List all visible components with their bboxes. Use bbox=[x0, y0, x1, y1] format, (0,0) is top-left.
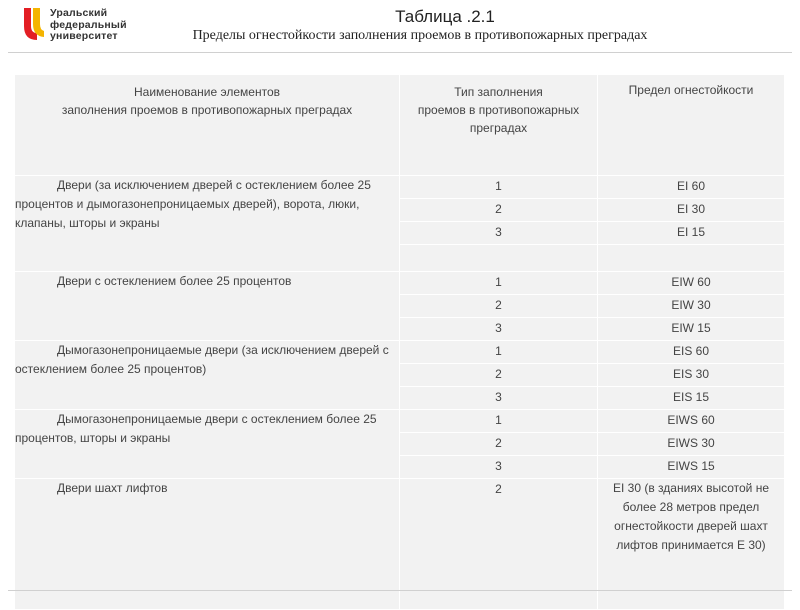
limit-cell: EIS 30 bbox=[598, 364, 785, 387]
type-cell: 1 bbox=[400, 341, 598, 364]
header-divider bbox=[8, 52, 792, 53]
limit-cell: EI 60 bbox=[598, 176, 785, 199]
column-header-name-line-1: Наименование элементов bbox=[133, 85, 280, 99]
column-header-name-line-2: заполнения проемов в противопожарных преградах bbox=[61, 103, 353, 117]
type-cell: 1 bbox=[400, 410, 598, 433]
type-cell: 3 bbox=[400, 387, 598, 410]
fire-resistance-table bbox=[14, 74, 784, 610]
group-name-cell bbox=[15, 410, 400, 479]
limit-cell: EIS 60 bbox=[598, 341, 785, 364]
type-cell: 3 bbox=[400, 222, 598, 245]
type-cell: 2 bbox=[400, 295, 598, 318]
column-header-type-line-3: преградах bbox=[469, 121, 528, 135]
type-cell: 2 bbox=[400, 199, 598, 222]
group-name: Дымогазонепроницаемые двери с остеклением более 25 процентов, шторы и экраны bbox=[15, 412, 377, 445]
limit-cell: EIWS 30 bbox=[598, 433, 785, 456]
group-name-cell bbox=[15, 272, 400, 341]
column-header-limit: Предел огнестойкости bbox=[598, 75, 785, 176]
limit-cell: EIW 30 bbox=[598, 295, 785, 318]
empty-cell bbox=[598, 245, 785, 272]
table-row bbox=[15, 272, 785, 295]
limit-cell: EI 30 bbox=[598, 199, 785, 222]
type-cell: 2 bbox=[400, 364, 598, 387]
type-cell: 2 bbox=[400, 479, 598, 610]
table-header-row bbox=[15, 75, 785, 176]
limit-cell: EIWS 15 bbox=[598, 456, 785, 479]
logo-line-1: Уральский bbox=[50, 7, 108, 19]
group-name: Двери (за исключением дверей с остеклением более 25 процентов и дымогазонепроницаемых дверей), ворота, люки, клапаны, шторы и экраны bbox=[15, 178, 371, 230]
type-cell: 1 bbox=[400, 176, 598, 199]
footer-divider bbox=[8, 590, 792, 591]
empty-cell bbox=[400, 245, 598, 272]
column-header-type-line-2: проемов в противопожарных bbox=[417, 103, 580, 117]
limit-cell: EI 15 bbox=[598, 222, 785, 245]
logo-line-3: университет bbox=[50, 30, 118, 42]
table-row bbox=[15, 176, 785, 199]
type-cell: 1 bbox=[400, 272, 598, 295]
group-name-cell bbox=[15, 176, 400, 272]
limit-cell: EI 30 (в зданиях высотой не более 28 метров предел огнестойкости дверей шахт лифтов принимается E 30) bbox=[598, 479, 785, 610]
type-cell: 2 bbox=[400, 433, 598, 456]
table-caption: Пределы огнестойкости заполнения проемов в противопожарных преградах bbox=[192, 28, 648, 43]
group-name: Дымогазонепроницаемые двери (за исключением дверей с остеклением более 25 процентов) bbox=[15, 343, 389, 376]
limit-cell: EIWS 60 bbox=[598, 410, 785, 433]
limit-cell: EIS 15 bbox=[598, 387, 785, 410]
limit-cell: EIW 60 bbox=[598, 272, 785, 295]
group-name: Двери с остеклением более 25 процентов bbox=[57, 274, 292, 288]
group-name: Двери шахт лифтов bbox=[57, 481, 168, 495]
type-cell: 3 bbox=[400, 456, 598, 479]
type-cell: 3 bbox=[400, 318, 598, 341]
table-number: Таблица .2.1 bbox=[395, 7, 495, 26]
column-header-name bbox=[15, 75, 400, 176]
logo-line-2: федеральный bbox=[50, 18, 127, 31]
limit-cell: EIW 15 bbox=[598, 318, 785, 341]
column-header-type bbox=[400, 75, 598, 176]
column-header-type-line-1: Тип заполнения bbox=[454, 85, 543, 99]
table-row bbox=[15, 341, 785, 364]
table-row bbox=[15, 410, 785, 433]
group-name-cell bbox=[15, 341, 400, 410]
